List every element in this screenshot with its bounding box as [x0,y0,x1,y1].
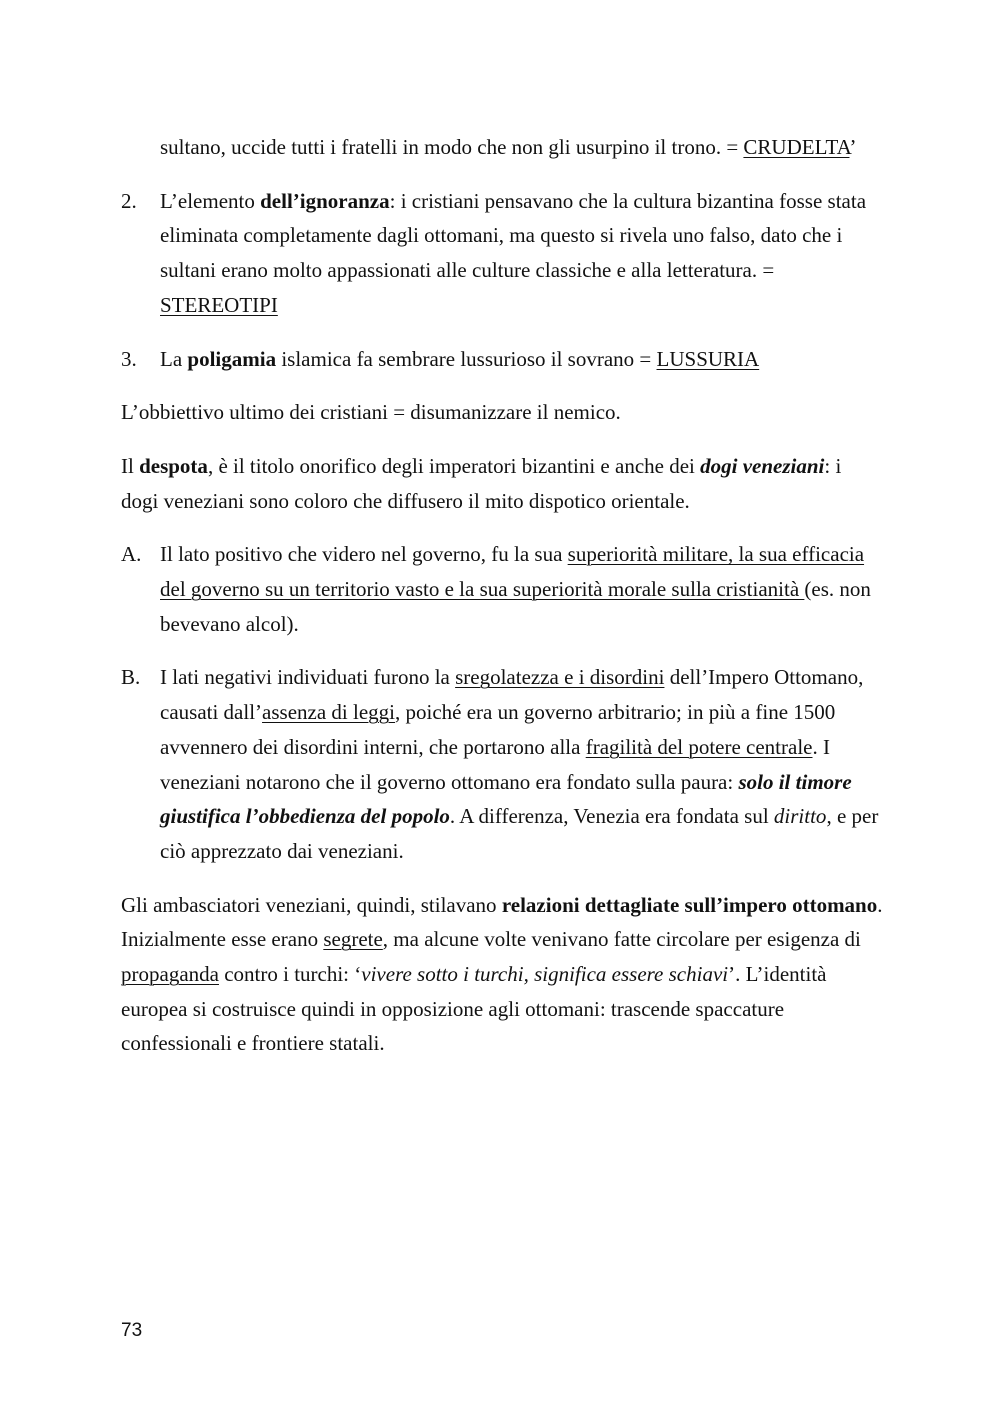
list-item-body [160,537,883,641]
continuation-paragraph [121,130,883,165]
underlined-term: superiorità militare, la sua efficacia del governo su un territorio vasto e la sua superiorità morale sulla cristianità [160,542,865,602]
text-run: I lati negativi individuati furono la [160,665,456,690]
text-run: L’elemento [160,188,261,213]
list-item-body [160,184,883,323]
text-run: ’. L’identità europea si costruisce quindi in opposizione agli ottomani: trascende spaccature confessionali e frontiere statali. [121,962,827,1056]
underlined-term: sregolatezza e i disordini [455,665,665,690]
underlined-term: LUSSURIA [656,346,760,371]
text-run: islamica fa sembrare lussurioso il sovrano = [276,346,657,371]
list-item-a [121,537,883,641]
text-run: La [160,346,188,371]
text-run: Il [121,453,140,478]
text-run: : i dogi veneziani sono coloro che diffusero il mito dispotico orientale. [121,453,842,513]
document-page [121,130,883,1080]
list-marker: B. [121,665,141,690]
bold-term: relazioni dettagliate sull’impero ottomano [501,892,878,917]
list-item-3 [121,342,883,377]
text-run: ’ [849,135,857,159]
paragraph-obiettivo: L’obbiettivo ultimo dei cristiani = disumanizzare il nemico. [121,400,621,425]
underlined-term: CRUDELTA [743,135,850,159]
text-run: . I veneziani notarono che il governo ottomano era fondato sulla paura: [160,734,830,794]
text-run: sultano, uccide tutti i fratelli in modo che non gli usurpino il trono. = [160,135,744,159]
paragraph-despota [121,449,883,518]
text-run: : i cristiani pensavano che la cultura bizantina fosse stata eliminata completamente dagli ottomani, ma questo si rivela uno falso, dato che i sultani erano molto appassionati alle culture classiche e alla letteratura. = [160,188,867,283]
text-run: contro i turchi: ‘ [218,962,362,987]
list-item-b [121,660,883,868]
italic-term: diritto [773,804,827,829]
list-marker: 2. [121,188,137,213]
text-run: , poiché era un governo arbitrario; in più a fine 1500 avvennero dei disordini interni, che portarono alla [160,700,836,759]
list-item-2 [121,184,883,323]
underlined-term: fragilità del potere centrale [585,734,813,759]
text-run: , è il titolo onorifico degli imperatori bizantini e anche dei [207,453,701,478]
bold-term: despota [139,453,208,478]
bold-italic-term: dogi veneziani [700,453,825,478]
underlined-term: propaganda [121,962,219,987]
bold-term: dell’ignoranza [260,188,390,213]
text-run: dell’Impero Ottomano, causati dall’ [160,665,864,725]
text-run: , e per ciò apprezzato dai veneziani. [160,804,879,863]
text-run: Il lato positivo che videro nel governo, fu la sua [160,542,568,567]
page-number: 73 [121,1320,143,1341]
text-run: (es. non bevevano alcol). [160,577,871,636]
list-item-body [160,342,883,377]
text-run: . A differenza, Venezia era fondata sul [449,804,774,829]
paragraph-ambasciatori [121,888,883,1062]
list-marker: A. [121,542,142,567]
bold-italic-term: solo il timore giustifica l’obbedienza del popolo [160,769,852,829]
text-run: . Inizialmente esse erano [121,892,883,952]
underlined-term: assenza di leggi [262,700,395,725]
italic-term: vivere sotto i turchi, significa essere schiavi [361,962,729,987]
text-run: Gli ambasciatori veneziani, quindi, stilavano [121,892,502,917]
text-run: , ma alcune volte venivano fatte circolare per esigenza di [382,927,861,952]
underlined-term: STEREOTIPI [160,292,278,317]
underlined-term: segrete [323,927,383,952]
list-item-body [160,660,883,868]
list-marker: 3. [121,346,137,371]
bold-term: poligamia [187,346,277,371]
